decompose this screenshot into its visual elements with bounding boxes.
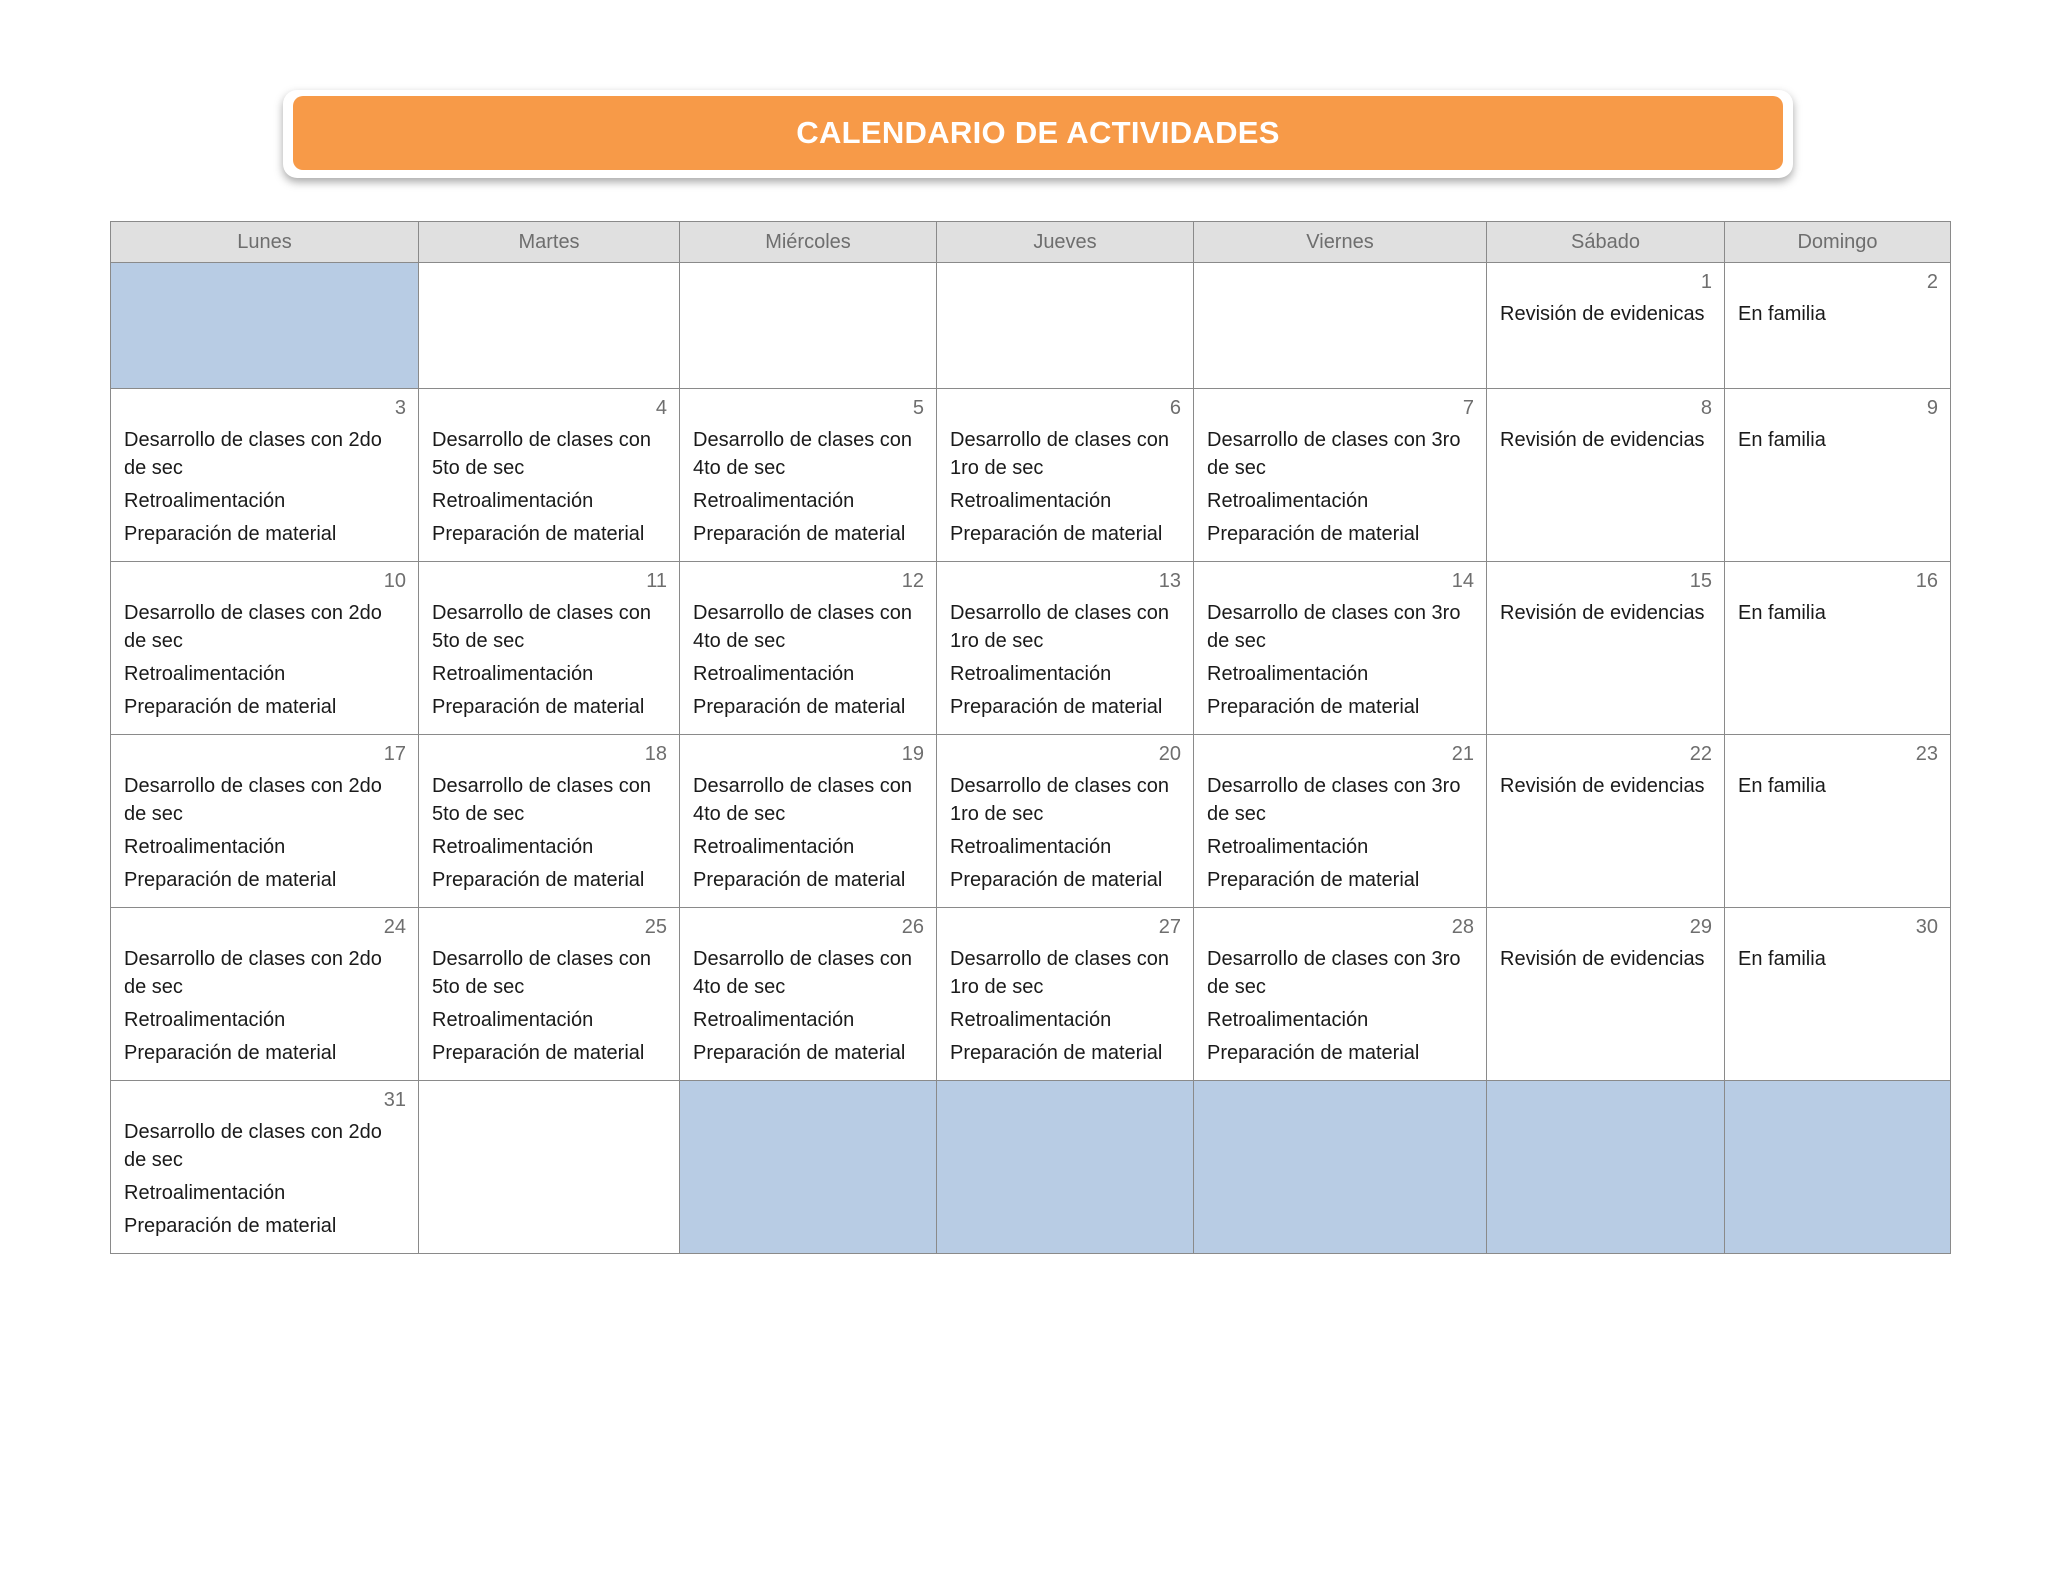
- activity-item: Retroalimentación: [693, 490, 855, 512]
- activity-item: Desarrollo de clases con 3ro de sec: [1207, 775, 1461, 825]
- activity-item: Retroalimentación: [432, 1009, 594, 1031]
- activity-item: Preparación de material: [1207, 1042, 1420, 1064]
- activity-item: Retroalimentación: [124, 663, 286, 685]
- activity-list: [937, 419, 1193, 548]
- activity-item: Desarrollo de clases con 3ro de sec: [1207, 602, 1461, 652]
- activity-item: Preparación de material: [693, 1042, 906, 1064]
- day-number: 14: [1451, 570, 1474, 592]
- activity-list: [1194, 765, 1486, 894]
- activity-item: Revisión de evidencias: [1500, 948, 1705, 970]
- activity-item: Preparación de material: [124, 1042, 337, 1064]
- day-number: 13: [1158, 570, 1181, 592]
- week-row: [111, 1081, 1951, 1254]
- day-number: 21: [1451, 743, 1474, 765]
- activity-item: Revisión de evidencias: [1500, 429, 1705, 451]
- activity-item: Retroalimentación: [950, 663, 1112, 685]
- activity-item: Retroalimentación: [1207, 836, 1369, 858]
- activity-list: [419, 765, 679, 894]
- activity-item: Retroalimentación: [693, 1009, 855, 1031]
- day-cell: [680, 908, 937, 1081]
- day-cell: [1725, 263, 1951, 389]
- activity-item: Retroalimentación: [124, 836, 286, 858]
- activity-item: Preparación de material: [124, 696, 337, 718]
- activity-item: Desarrollo de clases con 2do de sec: [124, 775, 382, 825]
- weekday-header: Viernes: [1194, 222, 1487, 263]
- activity-item: Desarrollo de clases con 5to de sec: [432, 775, 651, 825]
- day-cell: [419, 263, 680, 389]
- activity-item: Retroalimentación: [124, 490, 286, 512]
- activity-item: Retroalimentación: [1207, 663, 1369, 685]
- activity-list: [1725, 592, 1950, 627]
- activity-item: Revisión de evidencias: [1500, 775, 1705, 797]
- day-number: 24: [383, 916, 406, 938]
- activity-list: [680, 592, 936, 721]
- day-number: 6: [1169, 397, 1181, 419]
- day-cell: [111, 908, 419, 1081]
- day-cell: [1487, 263, 1725, 389]
- page-title: CALENDARIO DE ACTIVIDADES: [293, 96, 1783, 170]
- day-number: 22: [1689, 743, 1712, 765]
- activity-list: [1725, 419, 1950, 454]
- activity-item: Revisión de evidenicas: [1500, 303, 1705, 325]
- day-number: 19: [901, 743, 924, 765]
- activity-list: [1725, 938, 1950, 973]
- day-cell: [1194, 562, 1487, 735]
- activity-item: Revisión de evidencias: [1500, 602, 1705, 624]
- activity-item: Preparación de material: [124, 1215, 337, 1237]
- day-number: 29: [1689, 916, 1712, 938]
- weekday-header: Sábado: [1487, 222, 1725, 263]
- day-number: 16: [1915, 570, 1938, 592]
- empty-day-cell: [1487, 1081, 1725, 1254]
- day-cell: [111, 735, 419, 908]
- activity-item: Desarrollo de clases con 2do de sec: [124, 948, 382, 998]
- empty-day-cell: [680, 1081, 937, 1254]
- day-cell: [111, 389, 419, 562]
- activity-item: Preparación de material: [950, 696, 1163, 718]
- activity-list: [1487, 938, 1724, 973]
- activity-item: Retroalimentación: [693, 663, 855, 685]
- activity-item: Preparación de material: [693, 696, 906, 718]
- day-number: 7: [1462, 397, 1474, 419]
- activity-list: [937, 592, 1193, 721]
- day-cell: [1487, 908, 1725, 1081]
- weekday-header: Lunes: [111, 222, 419, 263]
- activity-list: [111, 592, 418, 721]
- weekday-header-row: [111, 222, 1951, 263]
- day-number: 10: [383, 570, 406, 592]
- activity-item: Desarrollo de clases con 1ro de sec: [950, 602, 1169, 652]
- activity-item: Retroalimentación: [124, 1182, 286, 1204]
- activity-item: Desarrollo de clases con 1ro de sec: [950, 775, 1169, 825]
- activity-item: Retroalimentación: [950, 490, 1112, 512]
- activity-list: [111, 938, 418, 1067]
- activity-list: [937, 765, 1193, 894]
- empty-day-cell: [1194, 1081, 1487, 1254]
- activity-item: Desarrollo de clases con 1ro de sec: [950, 948, 1169, 998]
- activity-item: En familia: [1738, 775, 1826, 797]
- activity-item: Desarrollo de clases con 4to de sec: [693, 602, 912, 652]
- day-cell: [680, 562, 937, 735]
- activity-item: Preparación de material: [124, 869, 337, 891]
- activity-list: [680, 938, 936, 1067]
- day-cell: [937, 735, 1194, 908]
- activity-list: [111, 765, 418, 894]
- activity-item: Desarrollo de clases con 3ro de sec: [1207, 948, 1461, 998]
- day-cell: [419, 908, 680, 1081]
- day-number: 3: [394, 397, 406, 419]
- day-number: 8: [1700, 397, 1712, 419]
- activity-list: [111, 419, 418, 548]
- day-cell: [1194, 735, 1487, 908]
- activity-list: [1194, 592, 1486, 721]
- activity-item: Desarrollo de clases con 5to de sec: [432, 429, 651, 479]
- day-number: 25: [644, 916, 667, 938]
- day-number: 27: [1158, 916, 1181, 938]
- day-cell: [680, 735, 937, 908]
- day-cell: [111, 562, 419, 735]
- day-cell: [937, 263, 1194, 389]
- activity-list: [1487, 592, 1724, 627]
- activity-list: [1194, 938, 1486, 1067]
- calendar-body: [111, 263, 1951, 1254]
- weekday-header: Jueves: [937, 222, 1194, 263]
- day-cell: [1194, 263, 1487, 389]
- week-row: [111, 389, 1951, 562]
- activity-item: Preparación de material: [1207, 869, 1420, 891]
- activity-item: Preparación de material: [432, 1042, 645, 1064]
- day-number: 15: [1689, 570, 1712, 592]
- activity-list: [419, 419, 679, 548]
- day-cell: [419, 1081, 680, 1254]
- day-number: 26: [901, 916, 924, 938]
- day-cell: [680, 389, 937, 562]
- day-cell: [111, 1081, 419, 1254]
- activity-item: Preparación de material: [432, 869, 645, 891]
- activity-item: Desarrollo de clases con 5to de sec: [432, 602, 651, 652]
- activity-list: [111, 1111, 418, 1240]
- activity-item: Preparación de material: [693, 869, 906, 891]
- day-cell: [937, 562, 1194, 735]
- activity-item: Preparación de material: [432, 523, 645, 545]
- activity-list: [1487, 419, 1724, 454]
- activity-list: [680, 765, 936, 894]
- activity-item: Retroalimentación: [950, 1009, 1112, 1031]
- day-number: 18: [644, 743, 667, 765]
- activity-item: Retroalimentación: [950, 836, 1112, 858]
- activity-item: Retroalimentación: [693, 836, 855, 858]
- activity-item: Retroalimentación: [124, 1009, 286, 1031]
- day-cell: [1487, 735, 1725, 908]
- activity-item: Desarrollo de clases con 2do de sec: [124, 602, 382, 652]
- day-cell: [1725, 389, 1951, 562]
- day-cell: [1194, 389, 1487, 562]
- activity-item: Desarrollo de clases con 4to de sec: [693, 948, 912, 998]
- day-cell: [419, 735, 680, 908]
- day-number: 11: [646, 570, 667, 592]
- day-cell: [680, 263, 937, 389]
- day-cell: [937, 908, 1194, 1081]
- empty-day-cell: [937, 1081, 1194, 1254]
- activity-item: Retroalimentación: [1207, 490, 1369, 512]
- activity-item: Retroalimentación: [432, 836, 594, 858]
- activity-item: Preparación de material: [124, 523, 337, 545]
- day-number: 30: [1915, 916, 1938, 938]
- day-number: 17: [383, 743, 406, 765]
- week-row: [111, 562, 1951, 735]
- activity-item: Preparación de material: [950, 1042, 1163, 1064]
- day-number: 31: [383, 1089, 406, 1111]
- day-cell: [937, 389, 1194, 562]
- empty-day-cell: [111, 263, 419, 389]
- activity-list: [937, 938, 1193, 1067]
- activity-item: Preparación de material: [950, 869, 1163, 891]
- activity-list: [1725, 293, 1950, 328]
- calendar-table: [110, 221, 1951, 1254]
- activity-item: En familia: [1738, 429, 1826, 451]
- day-cell: [1487, 562, 1725, 735]
- activity-item: Desarrollo de clases con 2do de sec: [124, 1121, 382, 1171]
- day-number: 9: [1926, 397, 1938, 419]
- activity-item: Retroalimentación: [432, 490, 594, 512]
- activity-item: En familia: [1738, 303, 1826, 325]
- day-cell: [1725, 908, 1951, 1081]
- day-cell: [1487, 389, 1725, 562]
- day-number: 28: [1451, 916, 1474, 938]
- day-number: 2: [1926, 271, 1938, 293]
- activity-item: Retroalimentación: [1207, 1009, 1369, 1031]
- activity-list: [680, 419, 936, 548]
- day-number: 1: [1700, 271, 1712, 293]
- day-cell: [1725, 735, 1951, 908]
- activity-list: [1487, 293, 1724, 328]
- activity-list: [419, 938, 679, 1067]
- weekday-header: Miércoles: [680, 222, 937, 263]
- weekday-header: Domingo: [1725, 222, 1951, 263]
- activity-item: En familia: [1738, 948, 1826, 970]
- day-number: 4: [655, 397, 667, 419]
- day-cell: [1725, 562, 1951, 735]
- activity-item: Desarrollo de clases con 3ro de sec: [1207, 429, 1461, 479]
- activity-item: Desarrollo de clases con 1ro de sec: [950, 429, 1169, 479]
- day-number: 23: [1915, 743, 1938, 765]
- empty-day-cell: [1725, 1081, 1951, 1254]
- day-cell: [419, 562, 680, 735]
- day-number: 20: [1158, 743, 1181, 765]
- activity-list: [1194, 419, 1486, 548]
- activity-list: [1487, 765, 1724, 800]
- week-row: [111, 735, 1951, 908]
- activity-list: [1725, 765, 1950, 800]
- weekday-header: Martes: [419, 222, 680, 263]
- activity-item: Preparación de material: [1207, 523, 1420, 545]
- day-number: 12: [901, 570, 924, 592]
- activity-item: Desarrollo de clases con 5to de sec: [432, 948, 651, 998]
- activity-item: Desarrollo de clases con 4to de sec: [693, 429, 912, 479]
- week-row: [111, 908, 1951, 1081]
- activity-item: Preparación de material: [1207, 696, 1420, 718]
- activity-item: Desarrollo de clases con 2do de sec: [124, 429, 382, 479]
- week-row: [111, 263, 1951, 389]
- day-number: 5: [912, 397, 924, 419]
- activity-item: Retroalimentación: [432, 663, 594, 685]
- day-cell: [419, 389, 680, 562]
- activity-item: Preparación de material: [432, 696, 645, 718]
- day-cell: [1194, 908, 1487, 1081]
- activity-item: Desarrollo de clases con 4to de sec: [693, 775, 912, 825]
- activity-item: En familia: [1738, 602, 1826, 624]
- activity-item: Preparación de material: [693, 523, 906, 545]
- activity-list: [419, 592, 679, 721]
- activity-item: Preparación de material: [950, 523, 1163, 545]
